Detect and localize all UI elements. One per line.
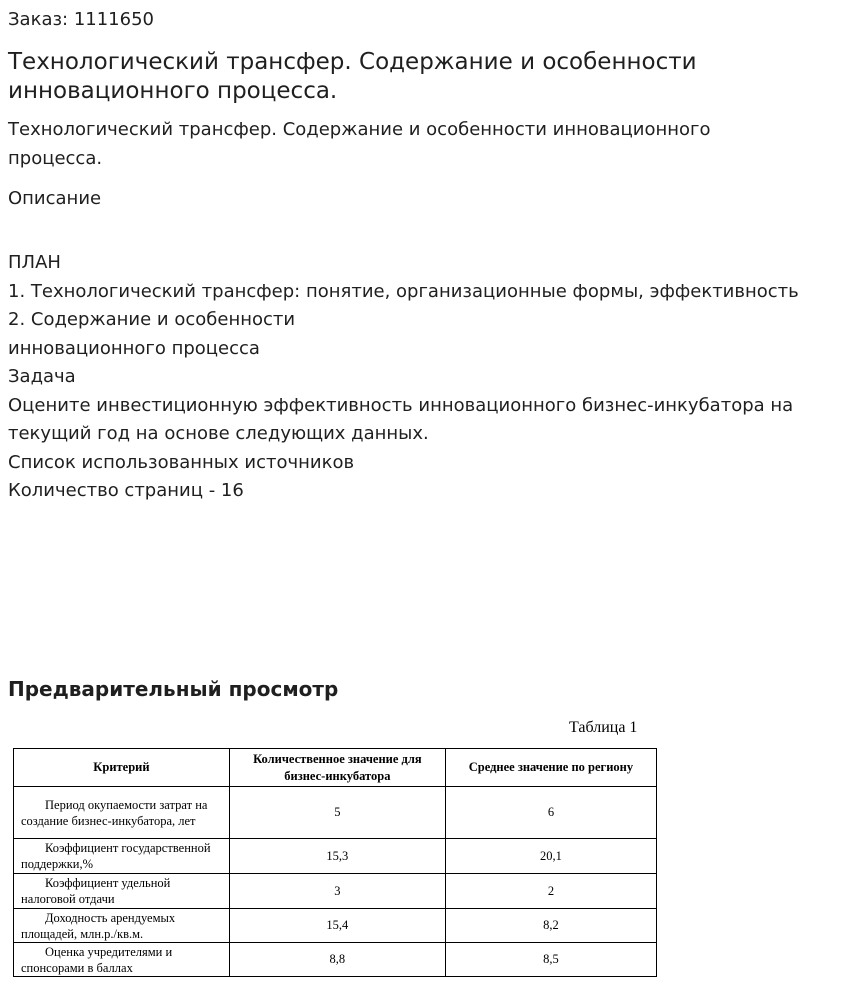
header-criterion: Критерий xyxy=(14,749,230,787)
task-heading: Задача xyxy=(8,366,76,387)
subtitle: Технологический трансфер. Содержание и особенности инновационного процесса. xyxy=(8,119,711,169)
page-title: Технологический трансфер. Содержание и особенности инновационного процесса. xyxy=(8,49,697,104)
row-label: Период окупаемости затрат на создание бизнес-инкубатора, лет xyxy=(14,787,230,839)
row-label: Коэффициент удельной налоговой отдачи xyxy=(14,874,230,909)
page-count: Количество страниц - 16 xyxy=(8,480,244,501)
table-row xyxy=(14,839,657,874)
order-number: Заказ: 1111650 xyxy=(8,9,154,30)
incubator-value: 8,8 xyxy=(229,943,445,977)
header-region-average: Среднее значение по региону xyxy=(445,749,656,787)
table-row xyxy=(14,874,657,909)
table-header-row xyxy=(14,749,657,787)
region-value: 20,1 xyxy=(445,839,656,874)
row-label: Коэффициент государственной поддержки,% xyxy=(14,839,230,874)
row-label: Доходность арендуемых площадей, млн.р./кв.м. xyxy=(14,909,230,943)
table-row xyxy=(14,943,657,977)
plan-item-2: 2. Содержание и особенности инновационного процесса xyxy=(8,309,296,359)
description-heading: Описание xyxy=(8,188,102,209)
preview-heading: Предварительный просмотр xyxy=(8,677,339,701)
description-body xyxy=(8,249,843,506)
incubator-value: 15,4 xyxy=(229,909,445,943)
region-value: 8,5 xyxy=(445,943,656,977)
region-value: 6 xyxy=(445,787,656,839)
incubator-value: 15,3 xyxy=(229,839,445,874)
region-value: 8,2 xyxy=(445,909,656,943)
table-caption: Таблица 1 xyxy=(569,719,638,736)
sources-line: Список использованных источников xyxy=(8,451,355,473)
incubator-value: 3 xyxy=(229,874,445,909)
row-label: Оценка учредителями и спонсорами в баллах xyxy=(14,943,230,977)
table-row xyxy=(14,909,657,943)
task-text: Оцените инвестиционную эффективность инновационного бизнес-инкубатора на текущий год на основе следующих данных. xyxy=(8,394,794,444)
criteria-table xyxy=(13,748,657,977)
plan-heading: ПЛАН xyxy=(8,252,61,273)
incubator-value: 5 xyxy=(229,787,445,839)
header-incubator-value: Количественное значение для бизнес-инкубатора xyxy=(229,749,445,787)
table-row xyxy=(14,787,657,839)
plan-item-1: 1. Технологический трансфер: понятие, организационные формы, эффективность xyxy=(8,280,799,302)
region-value: 2 xyxy=(445,874,656,909)
